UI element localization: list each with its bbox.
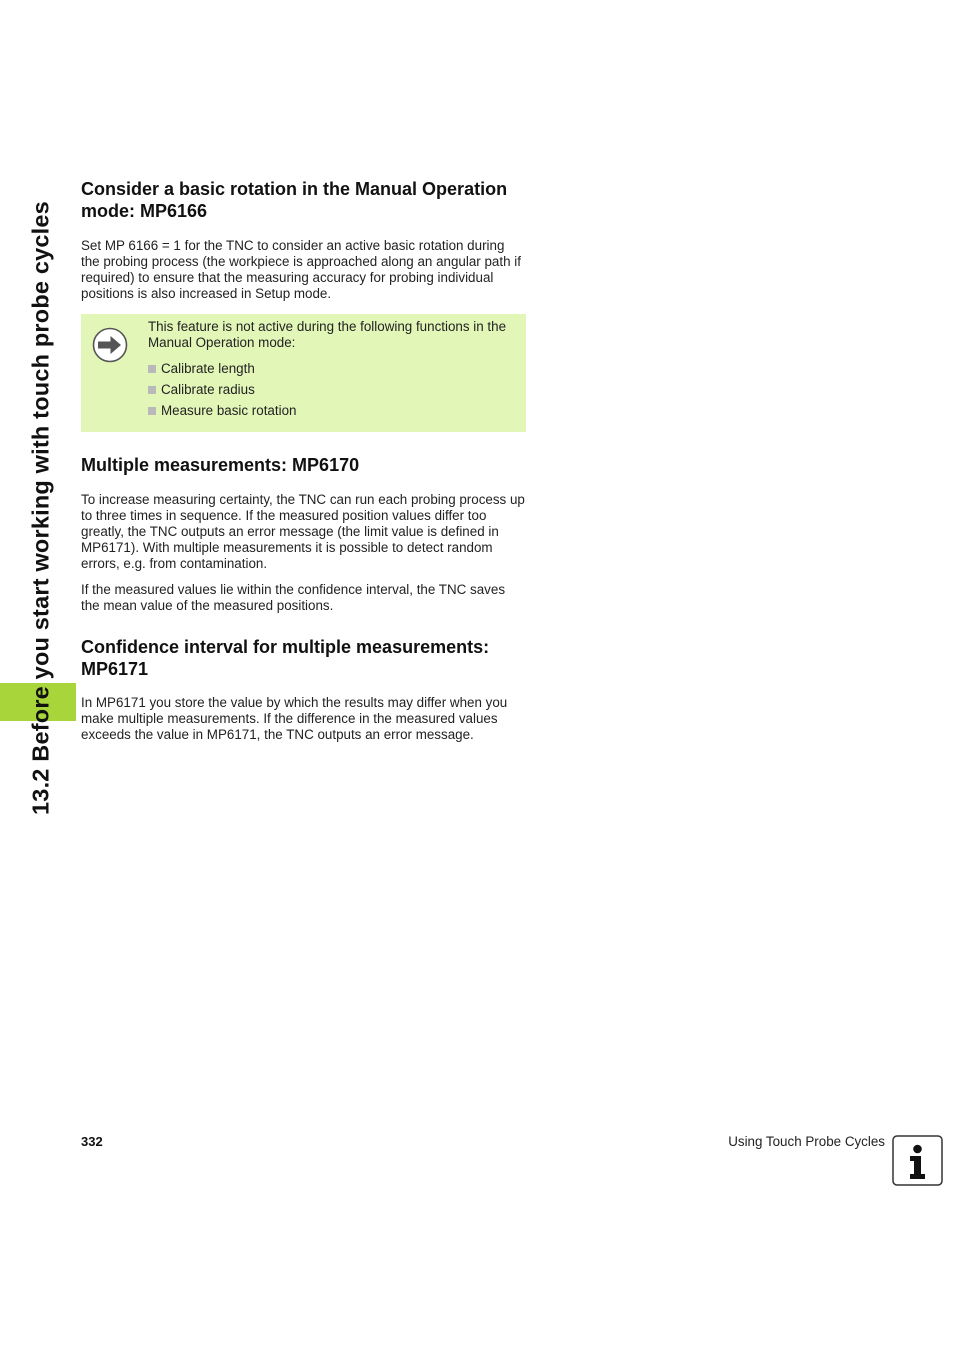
- note-text: This feature is not active during the following functions in the Manual Operation mode:: [148, 319, 507, 350]
- main-content: [81, 178, 526, 743]
- bullet-square-icon: [148, 365, 156, 373]
- section-paragraph-mp6166: Set MP 6166 = 1 for the TNC to consider an active basic rotation during the probing process (the workpiece is approached along an angular path if required) to ensure that the measuring accuracy for probing individual positions is also increased in Setup mode.: [81, 238, 521, 301]
- section-heading-mp6170: Multiple measurements: MP6170: [81, 455, 360, 475]
- list-item-label: Calibrate length: [161, 361, 255, 376]
- section-paragraph-mp6171: In MP6171 you store the value by which the results may differ when you make multiple measurements. If the difference in the measured values exceeds the value in MP6171, the TNC outputs an error message.: [81, 695, 508, 742]
- chapter-side-title: [0, 0, 58, 1350]
- list-item: [148, 403, 516, 419]
- info-icon: [892, 1135, 943, 1186]
- section-paragraph-mp6170-2: If the measured values lie within the confidence interval, the TNC saves the mean value of the measured positions.: [81, 582, 506, 613]
- list-item-label: Calibrate radius: [161, 382, 255, 397]
- footer-title: Using Touch Probe Cycles: [728, 1134, 885, 1149]
- list-item-label: Measure basic rotation: [161, 403, 297, 418]
- section-heading-mp6171: Confidence interval for multiple measurements: MP6171: [81, 637, 490, 679]
- arrow-right-icon: [92, 327, 128, 363]
- section-heading-mp6166: Consider a basic rotation in the Manual Operation mode: MP6166: [81, 179, 508, 221]
- list-item: [148, 382, 516, 398]
- list-item: [148, 361, 516, 377]
- page-number: 332: [81, 1134, 103, 1149]
- note-box: [81, 314, 526, 432]
- bullet-square-icon: [148, 386, 156, 394]
- bullet-square-icon: [148, 407, 156, 415]
- section-paragraph-mp6170-1: To increase measuring certainty, the TNC can run each probing process up to three times in sequence. If the measured position values differ too greatly, the TNC outputs an error message (the limit value is defined in MP6171). With multiple measurements it is possible to detect random errors, e.g. from contamination.: [81, 492, 525, 571]
- chapter-side-title-text: 13.2 Before you start working with touch probe cycles: [27, 201, 54, 815]
- note-list: [148, 361, 516, 419]
